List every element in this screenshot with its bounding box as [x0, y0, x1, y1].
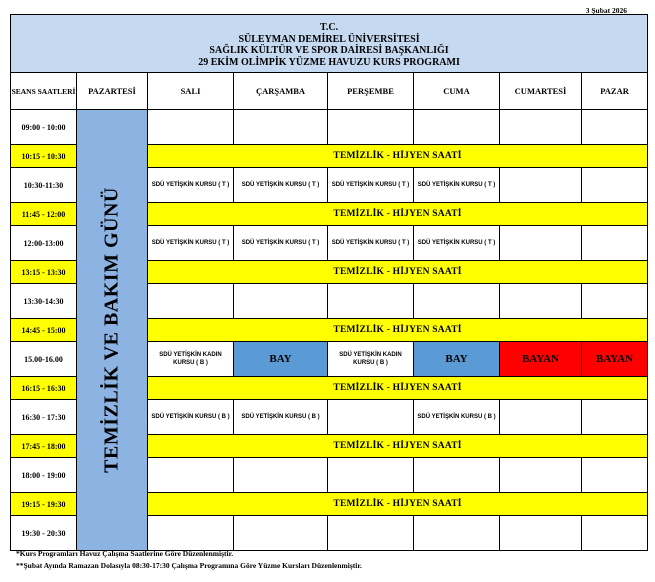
empty-slot [414, 110, 500, 145]
cleaning-hour-band: TEMİZLİK - HİJYEN SAATİ [148, 203, 648, 226]
empty-slot [500, 516, 582, 551]
day-header: ÇARŞAMBA [234, 73, 328, 110]
empty-slot [234, 458, 328, 493]
day-header: SALI [148, 73, 234, 110]
cleaning-hour-band: TEMİZLİK - HİJYEN SAATİ [148, 435, 648, 458]
header-line: T.C. [319, 22, 339, 33]
course-cell: SDÜ YETİŞKİN KURSU ( T ) [328, 226, 414, 261]
session-time: 12:00-13:00 [11, 226, 77, 261]
maintenance-day-cell [77, 110, 148, 551]
schedule-table [10, 14, 648, 551]
course-cell: SDÜ YETİŞKİN KURSU ( T ) [234, 168, 328, 203]
empty-slot [328, 400, 414, 435]
empty-slot [582, 458, 648, 493]
session-time: 11:45 - 12:00 [11, 203, 77, 226]
men-session-cell: BAY [414, 342, 500, 377]
session-time: 17:45 - 18:00 [11, 435, 77, 458]
session-time: 15.00-16.00 [11, 342, 77, 377]
day-header: PERŞEMBE [328, 73, 414, 110]
empty-slot [500, 400, 582, 435]
women-session-cell: BAYAN [582, 342, 648, 377]
session-time: 18:00 - 19:00 [11, 458, 77, 493]
session-time: 19:15 - 19:30 [11, 493, 77, 516]
footnote: *Kurs Programları Havuz Çalışma Saatlerine Göre Düzenlenmiştir. [16, 549, 234, 558]
cleaning-hour-band: TEMİZLİK - HİJYEN SAATİ [148, 319, 648, 342]
day-header: CUMARTESİ [500, 73, 582, 110]
course-cell: SDÜ YETİŞKİN KURSU ( T ) [414, 226, 500, 261]
empty-slot [234, 110, 328, 145]
empty-slot [328, 458, 414, 493]
cleaning-hour-band: TEMİZLİK - HİJYEN SAATİ [148, 377, 648, 400]
course-cell: SDÜ YETİŞKİN KADIN KURSU ( B ) [148, 342, 234, 377]
empty-slot [148, 516, 234, 551]
empty-slot [582, 400, 648, 435]
empty-slot [148, 284, 234, 319]
empty-slot [148, 458, 234, 493]
women-session-cell: BAYAN [500, 342, 582, 377]
schedule-row [11, 110, 648, 145]
course-cell: SDÜ YETİŞKİN KURSU ( B ) [414, 400, 500, 435]
course-cell: SDÜ YETİŞKİN KURSU ( T ) [328, 168, 414, 203]
footnote: **Şubat Ayında Ramazan Dolasıyla 08:30-17:30 Çalışma Programına Göre Yüzme Kursları Düzenlenmiştir. [16, 561, 362, 570]
session-time: 09:00 - 10:00 [11, 110, 77, 145]
session-times-header: SEANS SAATLERİ [11, 73, 77, 110]
session-time: 10:30-11:30 [11, 168, 77, 203]
course-cell: SDÜ YETİŞKİN KURSU ( T ) [148, 168, 234, 203]
maintenance-day-label: TEMİZLİK VE BAKIM GÜNÜ [100, 187, 123, 473]
empty-slot [234, 284, 328, 319]
cleaning-hour-band: TEMİZLİK - HİJYEN SAATİ [148, 261, 648, 284]
empty-slot [500, 284, 582, 319]
day-header: PAZAR [582, 73, 648, 110]
session-time: 16:15 - 16:30 [11, 377, 77, 400]
empty-slot [328, 110, 414, 145]
session-time: 19:30 - 20:30 [11, 516, 77, 551]
course-cell: SDÜ YETİŞKİN KURSU ( T ) [234, 226, 328, 261]
session-time: 14:45 - 15:00 [11, 319, 77, 342]
cleaning-hour-band: TEMİZLİK - HİJYEN SAATİ [148, 145, 648, 168]
course-cell: SDÜ YETİŞKİN KURSU ( T ) [148, 226, 234, 261]
session-time: 13:30-14:30 [11, 284, 77, 319]
empty-slot [582, 226, 648, 261]
empty-slot [148, 110, 234, 145]
empty-slot [582, 110, 648, 145]
document-date: 3 Şubat 2026 [585, 6, 627, 15]
empty-slot [500, 110, 582, 145]
header-line: 29 EKİM OLİMPİK YÜZME HAVUZU KURS PROGRAMI [198, 56, 460, 68]
course-cell: SDÜ YETİŞKİN KURSU ( B ) [234, 400, 328, 435]
session-time: 10:15 - 10:30 [11, 145, 77, 168]
course-cell: SDÜ YETİŞKİN KADIN KURSU ( B ) [328, 342, 414, 377]
header-line: SAĞLIK KÜLTÜR VE SPOR DAİRESİ BAŞKANLIĞI [209, 45, 449, 56]
cleaning-hour-band: TEMİZLİK - HİJYEN SAATİ [148, 493, 648, 516]
document-header [11, 15, 648, 73]
day-header: PAZARTESİ [77, 73, 148, 110]
session-time: 16:30 - 17:30 [11, 400, 77, 435]
course-cell: SDÜ YETİŞKİN KURSU ( B ) [148, 400, 234, 435]
empty-slot [328, 516, 414, 551]
empty-slot [500, 168, 582, 203]
empty-slot [582, 516, 648, 551]
empty-slot [414, 516, 500, 551]
empty-slot [328, 284, 414, 319]
header-line: SÜLEYMAN DEMİREL ÜNİVERSİTESİ [238, 33, 420, 45]
empty-slot [582, 168, 648, 203]
empty-slot [500, 458, 582, 493]
session-time: 13:15 - 13:30 [11, 261, 77, 284]
empty-slot [582, 284, 648, 319]
footnotes [16, 548, 362, 572]
empty-slot [414, 458, 500, 493]
day-header: CUMA [414, 73, 500, 110]
empty-slot [414, 284, 500, 319]
men-session-cell: BAY [234, 342, 328, 377]
course-cell: SDÜ YETİŞKİN KURSU ( T ) [414, 168, 500, 203]
empty-slot [500, 226, 582, 261]
empty-slot [234, 516, 328, 551]
